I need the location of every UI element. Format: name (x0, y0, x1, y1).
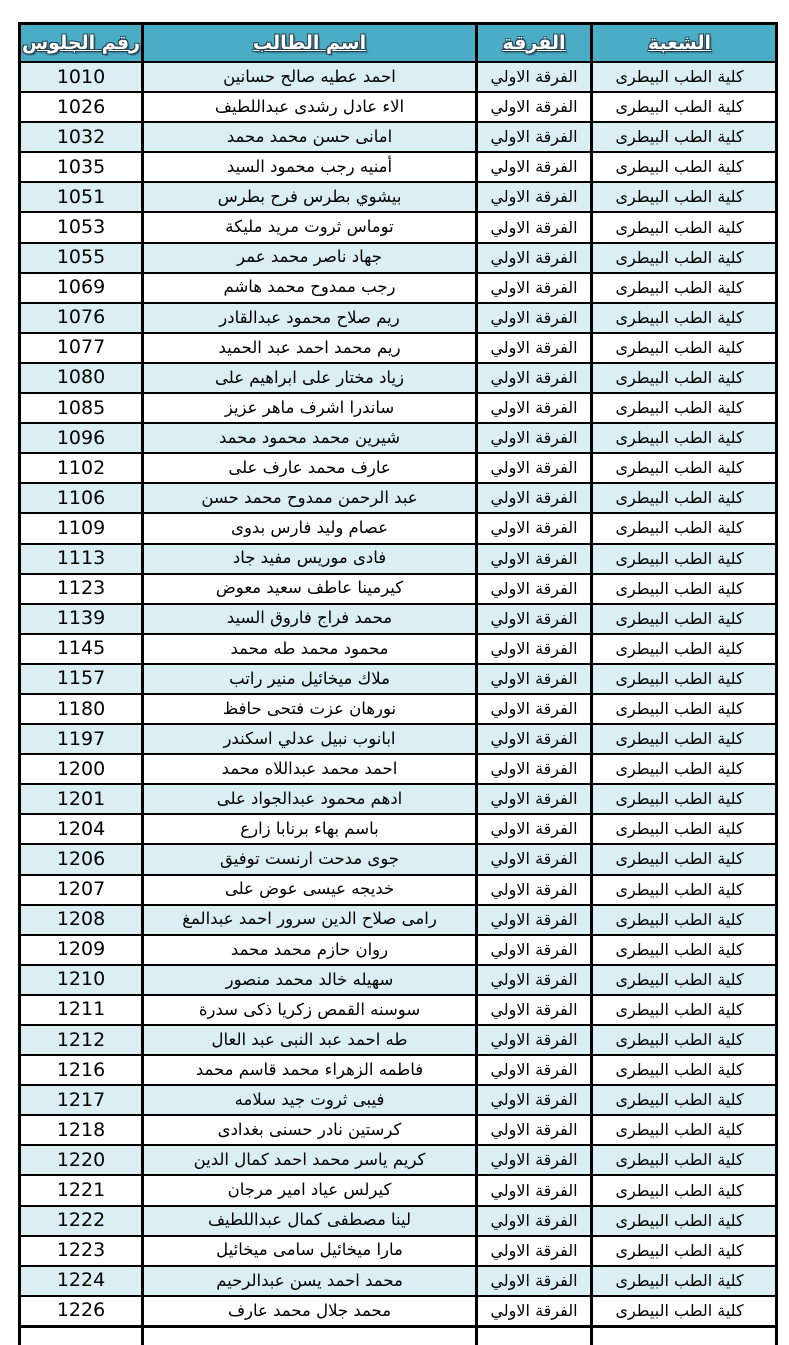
table-row (21, 332, 775, 362)
seat-cell: 1197 (56, 727, 106, 750)
table-body (21, 61, 775, 1325)
name-cell: عبد الرحمن ممدوح محمد حسن (141, 484, 475, 512)
seat-cell: 1226 (56, 1299, 106, 1322)
grade-cell: الفرقة الاولي (475, 635, 590, 663)
section-cell: كلية الطب البيطرى (590, 545, 766, 573)
seat-cell: 1206 (56, 847, 106, 870)
table-row (21, 813, 775, 843)
section-cell: كلية الطب البيطرى (590, 514, 766, 542)
table-row (21, 422, 775, 452)
grade-cell: الفرقة الاولي (475, 755, 590, 783)
grade-cell: الفرقة الاولي (475, 1116, 590, 1144)
section-cell: كلية الطب البيطرى (590, 394, 766, 422)
name-cell: شيرين محمد محمود محمد (141, 424, 475, 452)
name-cell: توماس ثروت مريد مليكة (141, 213, 475, 241)
partial-section-cell (590, 1328, 766, 1345)
name-cell: ابانوب نبيل عدلي اسكندر (141, 725, 475, 753)
name-cell: ريم محمد احمد عبد الحميد (141, 334, 475, 362)
table-row (21, 934, 775, 964)
section-cell: كلية الطب البيطرى (590, 364, 766, 392)
section-cell: كلية الطب البيطرى (590, 334, 766, 362)
seat-cell: 1145 (56, 637, 106, 660)
seat-cell: 1216 (56, 1058, 106, 1081)
section-cell: كلية الطب البيطرى (590, 755, 766, 783)
section-cell: كلية الطب البيطرى (590, 575, 766, 603)
table-row (21, 512, 775, 542)
section-cell: كلية الطب البيطرى (590, 484, 766, 512)
grade-cell: الفرقة الاولي (475, 93, 590, 121)
grade-cell: الفرقة الاولي (475, 454, 590, 482)
grade-cell: الفرقة الاولي (475, 936, 590, 964)
table-row (21, 573, 775, 603)
students-seating-table (18, 22, 778, 1345)
section-cell: كلية الطب البيطرى (590, 1176, 766, 1204)
table-row (21, 1205, 775, 1235)
name-cell: محمد فراج فاروق السيد (141, 605, 475, 633)
table-row (21, 362, 775, 392)
table-row (21, 603, 775, 633)
seat-cell: 1032 (56, 125, 106, 148)
grade-cell: الفرقة الاولي (475, 1267, 590, 1295)
grade-cell: الفرقة الاولي (475, 545, 590, 573)
section-cell: كلية الطب البيطرى (590, 966, 766, 994)
section-cell: كلية الطب البيطرى (590, 815, 766, 843)
section-cell: كلية الطب البيطرى (590, 1026, 766, 1054)
table-row (21, 1024, 775, 1054)
seat-cell: 1212 (56, 1028, 106, 1051)
grade-cell: الفرقة الاولي (475, 394, 590, 422)
table-row (21, 723, 775, 753)
header-seat-number: رقم الجلوس (21, 31, 141, 54)
seat-cell: 1055 (56, 246, 106, 269)
seat-cell: 1026 (56, 95, 106, 118)
grade-cell: الفرقة الاولي (475, 514, 590, 542)
table-row (21, 1235, 775, 1265)
name-cell: ملاك ميخائيل منير راتب (141, 665, 475, 693)
section-cell: كلية الطب البيطرى (590, 1267, 766, 1295)
grade-cell: الفرقة الاولي (475, 274, 590, 302)
grade-cell: الفرقة الاولي (475, 996, 590, 1024)
grade-cell: الفرقة الاولي (475, 484, 590, 512)
seat-cell: 1085 (56, 396, 106, 419)
table-row (21, 302, 775, 332)
partial-seat-cell (21, 1328, 141, 1345)
seat-cell: 1077 (56, 336, 106, 359)
name-cell: فادى موريس مفيد جاد (141, 545, 475, 573)
name-cell: زياد مختار على ابراهيم على (141, 364, 475, 392)
seat-cell: 1035 (56, 155, 106, 178)
grade-cell: الفرقة الاولي (475, 665, 590, 693)
section-cell: كلية الطب البيطرى (590, 454, 766, 482)
grade-cell: الفرقة الاولي (475, 183, 590, 211)
name-cell: باسم بهاء برنابا زارع (141, 815, 475, 843)
grade-cell: الفرقة الاولي (475, 695, 590, 723)
seat-cell: 1180 (56, 697, 106, 720)
seat-cell: 1123 (56, 577, 106, 600)
table-row (21, 151, 775, 181)
section-cell: كلية الطب البيطرى (590, 665, 766, 693)
seat-cell: 1207 (56, 878, 106, 901)
grade-cell: الفرقة الاولي (475, 364, 590, 392)
section-cell: كلية الطب البيطرى (590, 635, 766, 663)
table-row (21, 242, 775, 272)
table-row (21, 633, 775, 663)
table-row (21, 783, 775, 813)
section-cell: كلية الطب البيطرى (590, 1086, 766, 1114)
name-cell: محمود محمد طه محمد (141, 635, 475, 663)
table-row (21, 1295, 775, 1325)
table-row (21, 482, 775, 512)
grade-cell: الفرقة الاولي (475, 1026, 590, 1054)
grade-cell: الفرقة الاولي (475, 244, 590, 272)
grade-cell: الفرقة الاولي (475, 63, 590, 91)
table-row (21, 543, 775, 573)
name-cell: رامى صلاح الدين سرور احمد عبدالمغ (141, 906, 475, 934)
name-cell: محمد جلال محمد عارف (141, 1297, 475, 1325)
grade-cell: الفرقة الاولي (475, 153, 590, 181)
name-cell: جوى مدحت ارنست توفيق (141, 845, 475, 873)
section-cell: كلية الطب البيطرى (590, 304, 766, 332)
seat-cell: 1102 (56, 456, 106, 479)
name-cell: عصام وليد فارس بدوى (141, 514, 475, 542)
seat-cell: 1211 (56, 998, 106, 1021)
name-cell: فيبى ثروت جيد سلامه (141, 1086, 475, 1114)
section-cell: كلية الطب البيطرى (590, 1146, 766, 1174)
section-cell: كلية الطب البيطرى (590, 123, 766, 151)
seat-cell: 1209 (56, 938, 106, 961)
grade-cell: الفرقة الاولي (475, 424, 590, 452)
section-cell: كلية الطب البيطرى (590, 876, 766, 904)
seat-cell: 1069 (56, 276, 106, 299)
table-row (21, 874, 775, 904)
grade-cell: الفرقة الاولي (475, 605, 590, 633)
section-cell: كلية الطب البيطرى (590, 695, 766, 723)
table-row (21, 964, 775, 994)
grade-cell: الفرقة الاولي (475, 906, 590, 934)
name-cell: ساندرا اشرف ماهر عزيز (141, 394, 475, 422)
section-cell: كلية الطب البيطرى (590, 1207, 766, 1235)
name-cell: سوسنه القمص زكريا ذكى سدرة (141, 996, 475, 1024)
table-row (21, 121, 775, 151)
section-cell: كلية الطب البيطرى (590, 153, 766, 181)
section-cell: كلية الطب البيطرى (590, 1116, 766, 1144)
seat-cell: 1200 (56, 757, 106, 780)
seat-cell: 1157 (56, 667, 106, 690)
partial-name-cell (141, 1328, 475, 1345)
name-cell: بيشوي بطرس فرح بطرس (141, 183, 475, 211)
section-cell: كلية الطب البيطرى (590, 244, 766, 272)
name-cell: كرستين نادر حسنى بغدادى (141, 1116, 475, 1144)
name-cell: مارا ميخائيل سامى ميخائيل (141, 1237, 475, 1265)
name-cell: محمد احمد يسن عبدالرحيم (141, 1267, 475, 1295)
table-row (21, 843, 775, 873)
grade-cell: الفرقة الاولي (475, 1297, 590, 1325)
name-cell: كيرمينا عاطف سعيد معوض (141, 575, 475, 603)
seat-cell: 1217 (56, 1088, 106, 1111)
name-cell: احمد محمد عبداللاه محمد (141, 755, 475, 783)
name-cell: الاء عادل رشدى عبداللطيف (141, 93, 475, 121)
table-row (21, 1144, 775, 1174)
name-cell: روان حازم محمد محمد (141, 936, 475, 964)
grade-cell: الفرقة الاولي (475, 575, 590, 603)
grade-cell: الفرقة الاولي (475, 213, 590, 241)
table-header-row (21, 25, 775, 61)
grade-cell: الفرقة الاولي (475, 1086, 590, 1114)
seat-cell: 1113 (56, 547, 106, 570)
grade-cell: الفرقة الاولي (475, 1237, 590, 1265)
table-row (21, 994, 775, 1024)
section-cell: كلية الطب البيطرى (590, 845, 766, 873)
name-cell: رجب ممدوح محمد هاشم (141, 274, 475, 302)
seat-cell: 1208 (56, 908, 106, 931)
seat-cell: 1010 (56, 65, 106, 88)
section-cell: كلية الطب البيطرى (590, 906, 766, 934)
name-cell: طه احمد عبد النبى عبد العال (141, 1026, 475, 1054)
seat-cell: 1204 (56, 817, 106, 840)
grade-cell: الفرقة الاولي (475, 1207, 590, 1235)
table-row (21, 1054, 775, 1084)
name-cell: خديجه عيسى عوض على (141, 876, 475, 904)
name-cell: فاطمه الزهراء محمد قاسم محمد (141, 1056, 475, 1084)
section-cell: كلية الطب البيطرى (590, 785, 766, 813)
table-row (21, 61, 775, 91)
section-cell: كلية الطب البيطرى (590, 63, 766, 91)
section-cell: كلية الطب البيطرى (590, 1297, 766, 1325)
seat-cell: 1106 (56, 486, 106, 509)
seat-cell: 1223 (56, 1239, 106, 1262)
table-row (21, 753, 775, 783)
section-cell: كلية الطب البيطرى (590, 183, 766, 211)
name-cell: احمد عطيه صالح حسانين (141, 63, 475, 91)
table-row (21, 272, 775, 302)
name-cell: سهيله خالد محمد منصور (141, 966, 475, 994)
table-row (21, 1114, 775, 1144)
grade-cell: الفرقة الاولي (475, 304, 590, 332)
name-cell: كريم ياسر محمد احمد كمال الدين (141, 1146, 475, 1174)
seat-cell: 1053 (56, 216, 106, 239)
seat-cell: 1210 (56, 968, 106, 991)
grade-cell: الفرقة الاولي (475, 123, 590, 151)
section-cell: كلية الطب البيطرى (590, 213, 766, 241)
section-cell: كلية الطب البيطرى (590, 424, 766, 452)
partial-next-row (21, 1325, 775, 1345)
section-cell: كلية الطب البيطرى (590, 936, 766, 964)
header-student-name: اسم الطالب (141, 25, 475, 61)
name-cell: امانى حسن محمد محمد (141, 123, 475, 151)
seat-cell: 1096 (56, 426, 106, 449)
seat-cell: 1218 (56, 1118, 106, 1141)
name-cell: نورهان عزت فتحى حافظ (141, 695, 475, 723)
seat-cell: 1201 (56, 787, 106, 810)
grade-cell: الفرقة الاولي (475, 1146, 590, 1174)
name-cell: لينا مصطفى كمال عبداللطيف (141, 1207, 475, 1235)
name-cell: جهاد ناصر محمد عمر (141, 244, 475, 272)
seat-cell: 1109 (56, 516, 106, 539)
section-cell: كلية الطب البيطرى (590, 1237, 766, 1265)
seat-cell: 1080 (56, 366, 106, 389)
name-cell: ريم صلاح محمود عبدالقادر (141, 304, 475, 332)
seat-cell: 1220 (56, 1148, 106, 1171)
seat-cell: 1076 (56, 306, 106, 329)
grade-cell: الفرقة الاولي (475, 966, 590, 994)
seat-cell: 1139 (56, 607, 106, 630)
section-cell: كلية الطب البيطرى (590, 605, 766, 633)
table-row (21, 1265, 775, 1295)
grade-cell: الفرقة الاولي (475, 1176, 590, 1204)
table-row (21, 904, 775, 934)
seat-cell: 1222 (56, 1209, 106, 1232)
grade-cell: الفرقة الاولي (475, 815, 590, 843)
grade-cell: الفرقة الاولي (475, 845, 590, 873)
seat-cell: 1221 (56, 1179, 106, 1202)
header-grade: الفرقة (475, 25, 590, 61)
name-cell: عارف محمد عارف على (141, 454, 475, 482)
section-cell: كلية الطب البيطرى (590, 93, 766, 121)
table-row (21, 693, 775, 723)
grade-cell: الفرقة الاولي (475, 334, 590, 362)
grade-cell: الفرقة الاولي (475, 725, 590, 753)
table-row (21, 181, 775, 211)
table-row (21, 663, 775, 693)
table-row (21, 211, 775, 241)
table-row (21, 392, 775, 422)
name-cell: أمنيه رجب محمود السيد (141, 153, 475, 181)
section-cell: كلية الطب البيطرى (590, 996, 766, 1024)
header-section: الشعبة (590, 25, 766, 61)
table-row (21, 452, 775, 482)
name-cell: كيرلس عياد امير مرجان (141, 1176, 475, 1204)
seat-cell: 1051 (56, 185, 106, 208)
grade-cell: الفرقة الاولي (475, 1056, 590, 1084)
grade-cell: الفرقة الاولي (475, 785, 590, 813)
table-row (21, 1084, 775, 1114)
seat-cell: 1224 (56, 1269, 106, 1292)
section-cell: كلية الطب البيطرى (590, 725, 766, 753)
name-cell: ادهم محمود عبدالجواد على (141, 785, 475, 813)
section-cell: كلية الطب البيطرى (590, 1056, 766, 1084)
partial-grade-cell (475, 1328, 590, 1345)
table-row (21, 91, 775, 121)
grade-cell: الفرقة الاولي (475, 876, 590, 904)
section-cell: كلية الطب البيطرى (590, 274, 766, 302)
table-row (21, 1174, 775, 1204)
